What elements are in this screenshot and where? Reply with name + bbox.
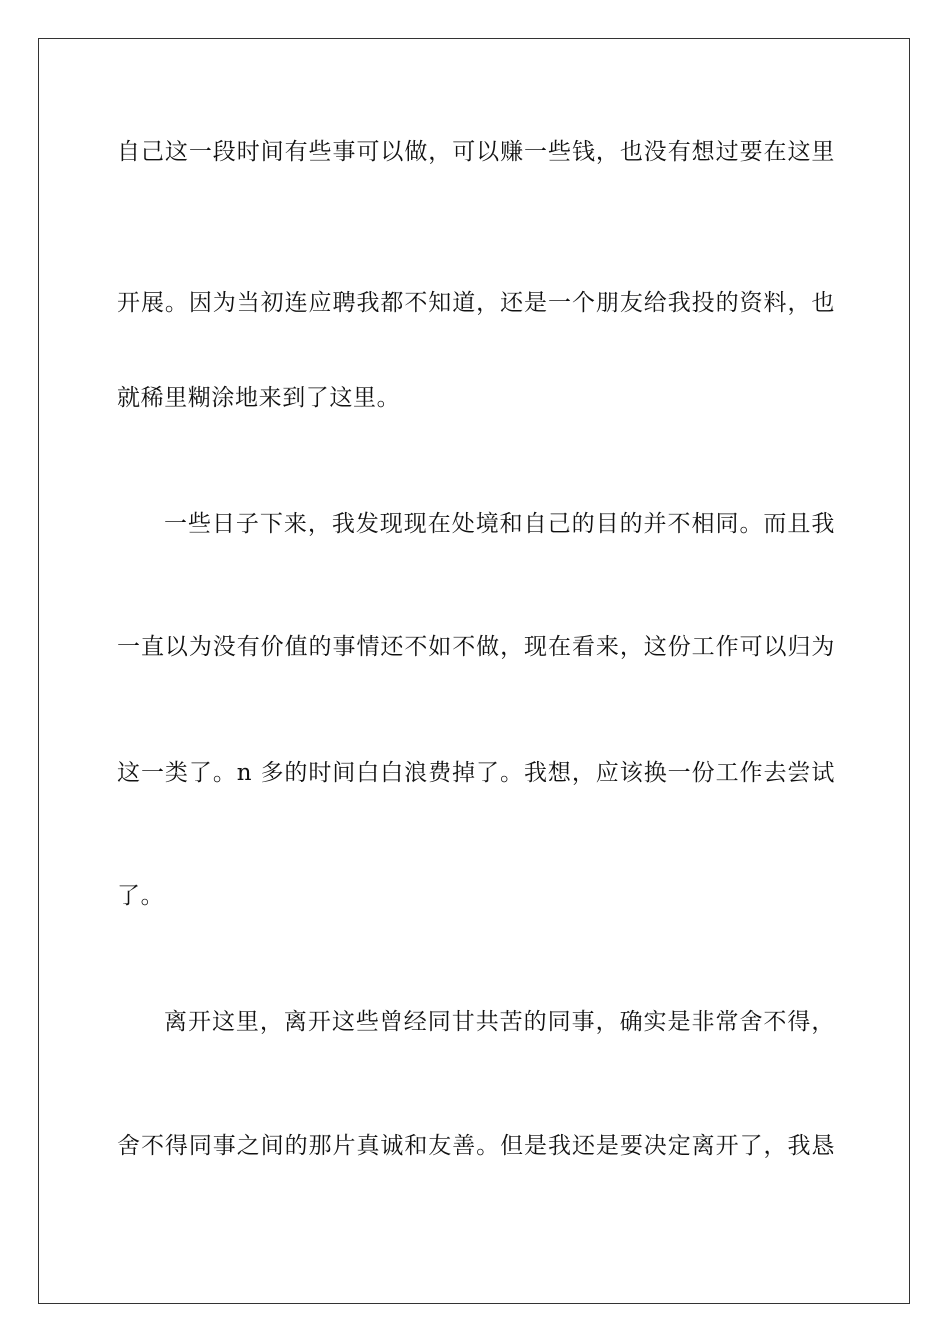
text-line-2: 开展。因为当初连应聘我都不知道，还是一个朋友给我投的资料，也 <box>117 290 835 316</box>
text-line-3: 就稀里糊涂地来到了这里。 <box>117 385 401 411</box>
text-line-7: 了。 <box>117 883 165 909</box>
text-line-9: 舍不得同事之间的那片真诚和友善。但是我还是要决定离开了，我恳 <box>117 1133 835 1159</box>
text-line-1: 自己这一段时间有些事可以做，可以赚一些钱，也没有想过要在这里 <box>117 139 835 165</box>
page-border <box>38 38 910 1304</box>
text-line-4: 一些日子下来，我发现现在处境和自己的目的并不相同。而且我 <box>164 511 835 537</box>
text-line-6: 这一类了。n 多的时间白白浪费掉了。我想，应该换一份工作去尝试 <box>117 760 835 786</box>
text-line-5: 一直以为没有价值的事情还不如不做，现在看来，这份工作可以归为 <box>117 634 835 660</box>
text-line-8: 离开这里，离开这些曾经同甘共苦的同事，确实是非常舍不得， <box>164 1009 835 1035</box>
